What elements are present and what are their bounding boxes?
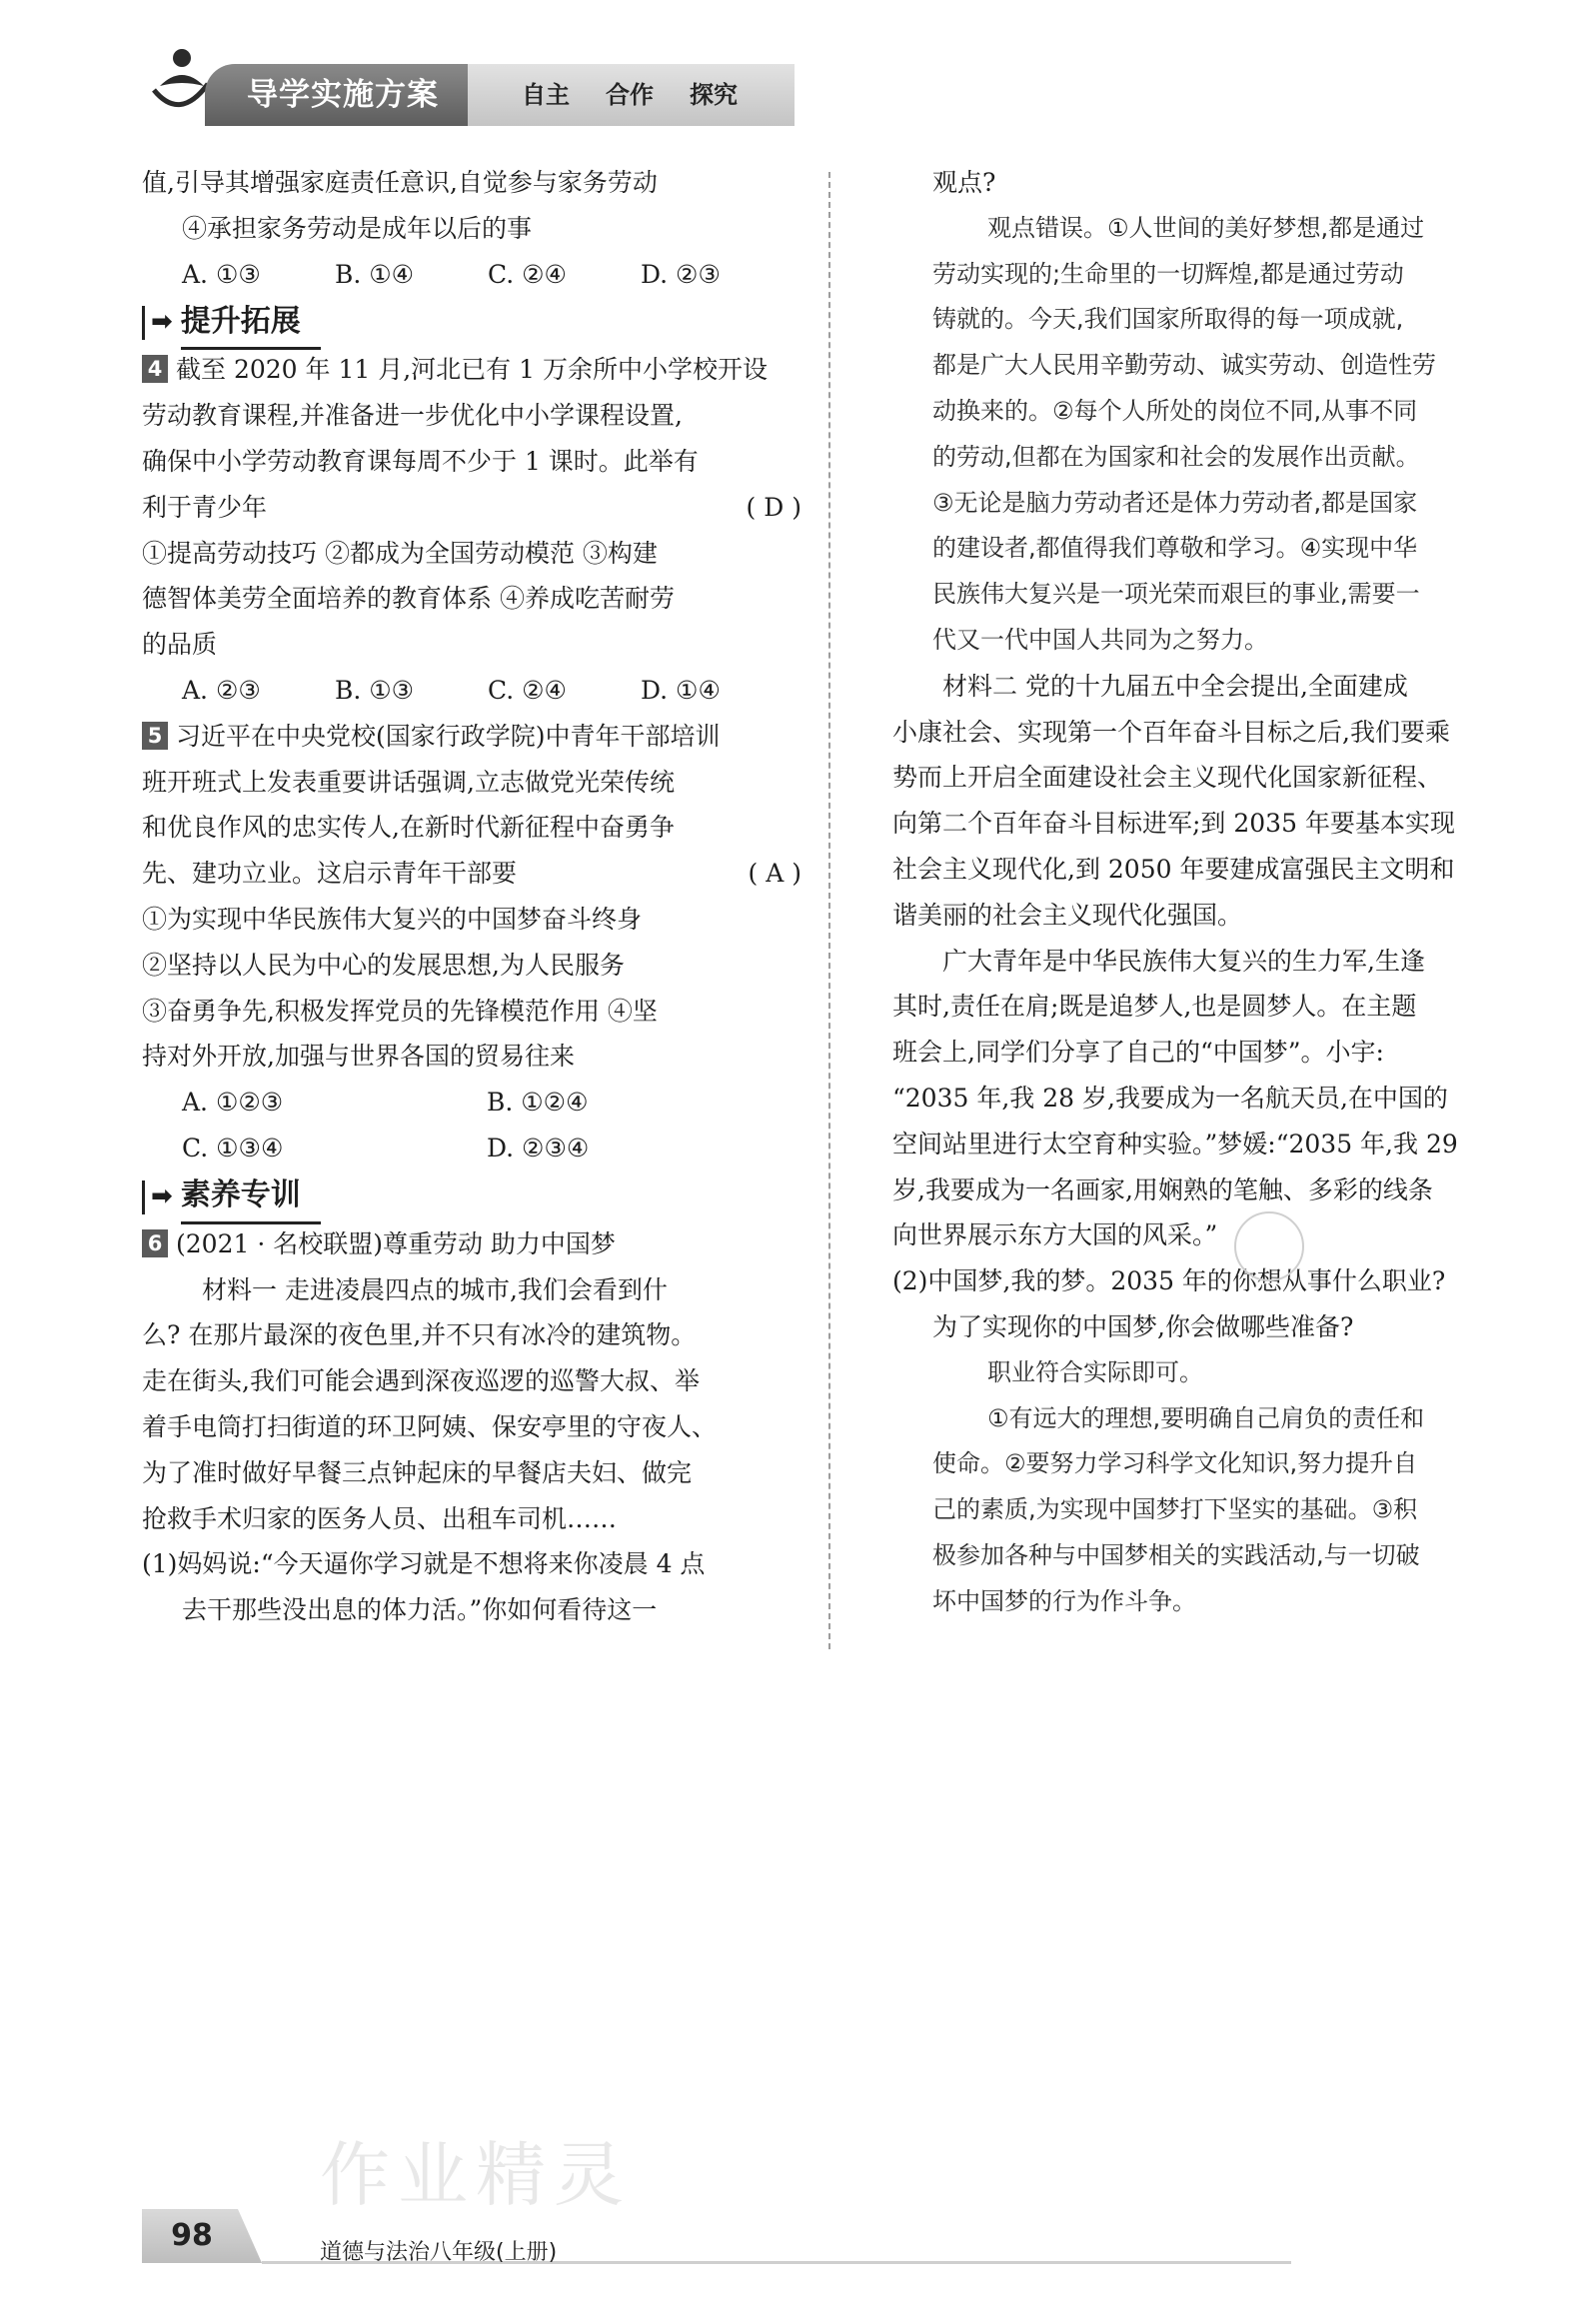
q4-line	[142, 347, 801, 393]
right-column	[892, 160, 1517, 1625]
text-line: ②坚持以人民为中心的发展思想,为人民服务	[142, 950, 625, 980]
q5-options	[142, 1126, 801, 1171]
option: B. ①②④	[487, 1088, 589, 1118]
option: B. ①④	[335, 259, 415, 289]
question-text: 利于青少年	[142, 492, 268, 522]
text-line: 德智体美劳全面培养的教育体系 ④养成吃苦耐劳	[142, 584, 675, 614]
subquestion-line: (2)中国梦,我的梦。2035 年的你想从事什么职业?	[892, 1266, 1446, 1296]
answer-line: 代又一代中国人共同为之努力。	[932, 625, 1268, 654]
question-head: (2021 · 名校联盟)尊重劳动 助力中国梦	[176, 1228, 616, 1258]
answer-line: 民族伟大复兴是一项光荣而艰巨的事业,需要一	[932, 580, 1420, 609]
header-tag: 合作	[606, 81, 654, 109]
material-line: 空间站里进行太空育种实验。”梦媛:“2035 年,我 29	[892, 1129, 1458, 1159]
answer-line: 坏中国梦的行为作斗争。	[932, 1586, 1196, 1615]
answer-line: ③无论是脑力劳动者还是体力劳动者,都是国家	[932, 488, 1418, 517]
material-line: 势而上开启全面建设社会主义现代化国家新征程、	[892, 763, 1443, 793]
option: A. ①③	[182, 259, 261, 289]
subquestion-line: 为了实现你的中国梦,你会做哪些准备?	[932, 1311, 1354, 1341]
material-line: “2035 年,我 28 岁,我要成为一名航天员,在中国的	[892, 1083, 1448, 1113]
material-line: 小康社会、实现第一个百年奋斗目标之后,我们要乘	[892, 717, 1450, 747]
answer-line: 使命。②要努力学习科学文化知识,努力提升自	[932, 1449, 1418, 1478]
question-number-badge: 6	[142, 1229, 168, 1257]
bar-icon	[142, 1180, 145, 1214]
text-line: 值,引导其增强家庭责任意识,自觉参与家务劳动	[142, 168, 658, 197]
text-line: 确保中小学劳动教育课每周不少于 1 课时。此举有	[142, 446, 699, 476]
q6-line	[142, 1221, 801, 1267]
question-number-badge: 4	[142, 355, 168, 383]
material-line: 抢救手术归家的医务人员、出租车司机……	[142, 1503, 618, 1533]
q5-line	[142, 714, 801, 760]
arrow-right-icon: ➡	[151, 1180, 173, 1211]
subquestion-line: 去干那些没出息的体力活。”你如何看待这一	[182, 1595, 658, 1625]
option: C. ②④	[488, 675, 567, 705]
answer-line: 观点错误。①人世间的美好梦想,都是通过	[987, 213, 1425, 242]
material-line: 班会上,同学们分享了自己的“中国梦”。小宇:	[892, 1038, 1384, 1068]
material-line: 着手电筒打扫街道的环卫阿姨、保安亭里的守夜人、	[142, 1411, 718, 1441]
answer-line: 的建设者,都值得我们尊敬和学习。④实现中华	[932, 534, 1418, 563]
answer-line: 动换来的。②每个人所处的岗位不同,从事不同	[932, 396, 1418, 425]
option: A. ①②③	[182, 1088, 284, 1118]
section-title: 提升拓展	[181, 299, 301, 349]
text-line: 班开班式上发表重要讲话强调,立志做党光荣传统	[142, 767, 675, 797]
text-line: 的品质	[142, 630, 218, 660]
book-title: 道德与法治八年级(上册)	[320, 2240, 558, 2265]
option: A. ②③	[182, 675, 261, 705]
option: B. ①③	[335, 675, 415, 705]
section-title: 素养专训	[181, 1172, 301, 1222]
material-line: 材料二 党的十九届五中全会提出,全面建成	[942, 671, 1408, 701]
material-line: 向第二个百年奋斗目标进军;到 2035 年要基本实现	[892, 809, 1455, 839]
reading-person-logo-icon	[150, 44, 210, 124]
q5-options	[142, 1080, 801, 1126]
q3-options	[142, 252, 801, 298]
text-line: ④承担家务劳动是成年以后的事	[182, 213, 533, 243]
subquestion-line: (1)妈妈说:“今天逼你学习就是不想将来你凌晨 4 点	[142, 1549, 706, 1579]
header-title: 导学实施方案	[205, 64, 470, 126]
option: D. ②③④	[487, 1133, 590, 1162]
answer-line: 己的素质,为实现中国梦打下坚实的基础。③积	[932, 1495, 1418, 1524]
subquestion-line: 观点?	[932, 168, 996, 197]
answer-bracket: ( A )	[748, 859, 801, 889]
text-line: ③奋勇争先,积极发挥党员的先锋模范作用 ④坚	[142, 996, 658, 1026]
section-heading-literacy	[142, 1173, 801, 1221]
option: D. ①④	[641, 675, 721, 705]
text-line: ①为实现中华民族伟大复兴的中国梦奋斗终身	[142, 904, 643, 934]
material-line: 其时,责任在肩;既是追梦人,也是圆梦人。在主题	[892, 992, 1417, 1022]
watermark: 作业精灵	[320, 2134, 632, 2216]
question-text: 截至 2020 年 11 月,河北已有 1 万余所中小学校开设	[176, 355, 768, 385]
text-line: 和优良作风的忠实传人,在新时代新征程中奋勇争	[142, 813, 675, 843]
answer-line: 都是广大人民用辛勤劳动、诚实劳动、创造性劳	[932, 351, 1436, 380]
answer-line: 职业符合实际即可。	[987, 1357, 1203, 1386]
text-line: 持对外开放,加强与世界各国的贸易往来	[142, 1042, 575, 1072]
text-line	[142, 851, 801, 897]
question-text: 先、建功立业。这启示青年干部要	[142, 859, 518, 889]
left-column	[142, 160, 801, 1633]
faint-stamp-icon	[1234, 1211, 1304, 1281]
material-line: 为了准时做好早餐三点钟起床的早餐店夫妇、做完	[142, 1457, 693, 1487]
answer-line: 劳动实现的;生命里的一切辉煌,都是通过劳动	[932, 259, 1404, 288]
answer-bracket: ( D )	[746, 492, 801, 522]
option: C. ①③④	[182, 1133, 284, 1162]
material-line: 谐美丽的社会主义现代化强国。	[892, 900, 1243, 930]
material-line: 向世界展示东方大国的风采。”	[892, 1220, 1218, 1250]
column-divider	[828, 172, 830, 1649]
answer-line: 铸就的。今天,我们国家所取得的每一项成就,	[932, 305, 1404, 334]
option: C. ②④	[488, 259, 567, 289]
arrow-right-icon: ➡	[151, 307, 173, 338]
header-tag: 探究	[690, 81, 738, 109]
option: D. ②③	[641, 259, 721, 289]
material-line: 广大青年是中华民族伟大复兴的生力军,生逢	[942, 946, 1425, 976]
question-number-badge: 5	[142, 722, 168, 750]
header-tag: 自主	[522, 81, 570, 109]
material-line: 么? 在那片最深的夜色里,并不只有冰冷的建筑物。	[142, 1320, 697, 1350]
section-heading-extension	[142, 299, 801, 347]
bar-icon	[142, 306, 145, 340]
q4-options	[142, 668, 801, 714]
material-line: 走在街头,我们可能会遇到深夜巡逻的巡警大叔、举	[142, 1366, 700, 1396]
answer-line: ①有远大的理想,要明确自己肩负的责任和	[987, 1403, 1425, 1432]
text-line	[142, 485, 801, 531]
answer-line: 的劳动,但都在为国家和社会的发展作出贡献。	[932, 442, 1420, 471]
header-tags	[468, 64, 795, 126]
text-line: ①提高劳动技巧 ②都成为全国劳动模范 ③构建	[142, 538, 658, 568]
material-line: 岁,我要成为一名画家,用娴熟的笔触、多彩的线条	[892, 1174, 1433, 1204]
page-number: 98	[171, 2218, 213, 2253]
material-line: 材料一 走进凌晨四点的城市,我们会看到什	[202, 1274, 668, 1304]
material-line: 社会主义现代化,到 2050 年要建成富强民主文明和	[892, 854, 1455, 884]
answer-line: 极参加各种与中国梦相关的实践活动,与一切破	[932, 1540, 1420, 1569]
question-text: 习近平在中央党校(国家行政学院)中青年干部培训	[176, 721, 721, 751]
text-line: 劳动教育课程,并准备进一步优化中小学课程设置,	[142, 401, 683, 431]
